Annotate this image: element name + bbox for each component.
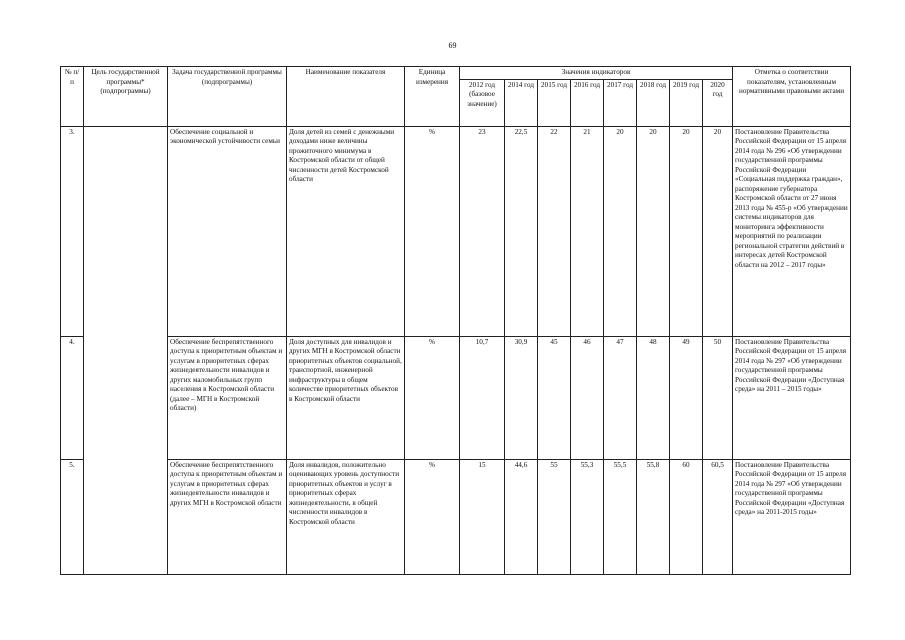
row-value: 22,5 [505, 126, 538, 336]
row-value: 20 [703, 126, 733, 336]
row-indicator: Доля доступных для инвалидов и других МГН в Костромской области приоритетных объектов социальной, транспортной, инженерной инфраструктуры в общем количестве приоритетных объектов в Костромской области [287, 336, 405, 459]
row-value: 60 [670, 459, 703, 574]
row-value: 49 [670, 336, 703, 459]
row-value: 23 [460, 126, 505, 336]
row-value: 20 [604, 126, 637, 336]
row-value: 22 [538, 126, 571, 336]
table-row [61, 336, 851, 459]
header-year: 2012 год (базовое значение) [460, 79, 505, 126]
row-value: 55,3 [571, 459, 604, 574]
row-value: 20 [637, 126, 670, 336]
row-num: 5. [61, 459, 84, 574]
row-note: Постановление Правительства Российской Федерации от 15 апреля 2014 года № 297 «Об утверждении государственной программы Российской Федерации «Доступная среда» на 2011-2015 годы» [733, 459, 851, 574]
row-indicator: Доля детей из семей с денежными доходами ниже величины прожиточного минимума в Костромской области от общей численности детей Костромской области [287, 126, 405, 336]
row-num: 3. [61, 126, 84, 336]
row-note: Постановление Правительства Российской Федерации от 15 апреля 2014 года № 297 «Об утверждении государственной программы Российской Федерации «Доступная среда» на 2011 – 2015 годы» [733, 336, 851, 459]
row-unit: % [405, 459, 460, 574]
header-year: 2016 год [571, 79, 604, 126]
header-note: Отметка о соответствии показателям, установленным нормативными правовыми актами [733, 67, 851, 127]
row-value: 45 [538, 336, 571, 459]
row-num: 4. [61, 336, 84, 459]
header-year: 2020 год [703, 79, 733, 126]
row-goal [84, 126, 168, 574]
row-note: Постановление Правительства Российской Федерации от 15 апреля 2014 года № 296 «Об утверждении государственной программы Российской Федерации «Социальная поддержка граждан», распоряжение губернатора Костромской области от 27 июня 2013 года № 455-р «Об утверждении системы индикаторов для мониторинга эффективности мероприятий по реализации региональной стратегии действий в интересах детей Костромской области на 2012 – 2017 годы» [733, 126, 851, 336]
header-num: № п/п [61, 67, 84, 127]
table-row [61, 126, 851, 336]
header-unit: Единица измерения [405, 67, 460, 127]
row-value: 10,7 [460, 336, 505, 459]
row-task: Обеспечение социальной и экономической устойчивости семьи [168, 126, 287, 336]
header-indicator: Наименование показателя [287, 67, 405, 127]
header-goal: Цель государственной программы* (подпрограммы) [84, 67, 168, 127]
row-value: 47 [604, 336, 637, 459]
row-task: Обеспечение беспрепятственного доступа к приоритетным объектам и услугам в приоритетных сферах жизнедеятельности инвалидов и других МГН в Костромской области [168, 459, 287, 574]
header-task: Задача государственной программы (подпрограммы) [168, 67, 287, 127]
row-unit: % [405, 126, 460, 336]
row-value: 46 [571, 336, 604, 459]
row-value: 60,5 [703, 459, 733, 574]
row-unit: % [405, 336, 460, 459]
row-value: 44,6 [505, 459, 538, 574]
row-value: 50 [703, 336, 733, 459]
row-value: 55 [538, 459, 571, 574]
row-value: 48 [637, 336, 670, 459]
header-year: 2014 год [505, 79, 538, 126]
header-values-group: Значения индикаторов [460, 67, 733, 80]
header-year: 2018 год [637, 79, 670, 126]
table-row [61, 459, 851, 574]
row-task: Обеспечение беспрепятственного доступа к приоритетным объектам и услугам в приоритетных сферах жизнедеятельности инвалидов и других маломобильных групп населения в Костромской области (далее – МГН в Костромской области) [168, 336, 287, 459]
row-value: 55,8 [637, 459, 670, 574]
row-value: 15 [460, 459, 505, 574]
page-number: 69 [448, 41, 457, 50]
row-value: 55,5 [604, 459, 637, 574]
row-value: 30,9 [505, 336, 538, 459]
row-indicator: Доля инвалидов, положительно оценивающих уровень доступности приоритетных объектов и услуг в приоритетных сферах жизнедеятельности, в общей численности инвалидов в Костромской области [287, 459, 405, 574]
header-year: 2017 год [604, 79, 637, 126]
header-year: 2019 год [670, 79, 703, 126]
row-value: 21 [571, 126, 604, 336]
indicators-table [60, 66, 851, 575]
row-value: 20 [670, 126, 703, 336]
header-year: 2015 год [538, 79, 571, 126]
